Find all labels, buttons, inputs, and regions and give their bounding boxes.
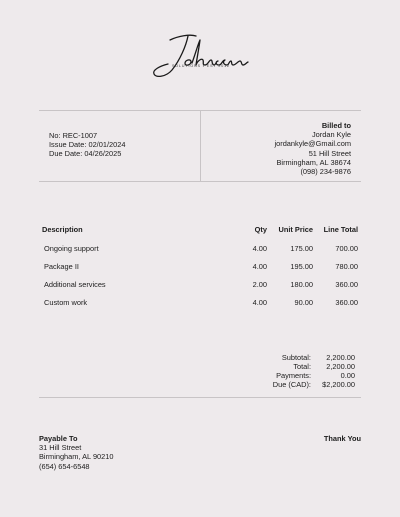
billed-to-street: 51 Hill Street <box>308 148 351 158</box>
invoice-number-row <box>49 131 125 140</box>
row-qty: 4.00 <box>252 243 267 253</box>
row-line-total: 360.00 <box>335 297 358 307</box>
johnson-logo <box>150 30 250 82</box>
issue-date: 02/01/2024 <box>88 140 126 150</box>
header-description: Description <box>42 224 83 234</box>
header-qty: Qty <box>254 224 267 234</box>
due-label: Due (CAD): <box>272 380 311 389</box>
subtotal-value: 2,200.00 <box>326 353 355 362</box>
payments-label: Payments: <box>276 371 311 380</box>
total-label: Total: <box>293 362 311 371</box>
row-unit-price: 175.00 <box>290 243 313 253</box>
table-row <box>39 275 361 293</box>
total-value: 2,200.00 <box>326 362 355 371</box>
subtotal-label: Subtotal: <box>281 353 311 362</box>
due-date-label: Due Date: <box>49 149 83 159</box>
payable-to-street: 31 Hill Street <box>39 443 82 453</box>
payable-to-city: Birmingham, AL 90210 <box>39 452 114 462</box>
due-date-row <box>49 149 125 158</box>
table-row <box>39 293 361 311</box>
logo-tagline: SOLUTIONS • EST 2012 <box>172 64 230 68</box>
table-header <box>39 223 361 235</box>
header-line-total: Line Total <box>323 224 358 234</box>
invoice-meta <box>49 131 125 159</box>
totals-labels <box>273 353 311 389</box>
row-unit-price: 195.00 <box>290 261 313 271</box>
due-date: 04/26/2025 <box>84 149 122 159</box>
line-items-table <box>39 223 361 311</box>
issue-date-row <box>49 140 125 149</box>
table-row <box>39 239 361 257</box>
row-unit-price: 90.00 <box>294 297 313 307</box>
billed-to-city: Birmingham, AL 38674 <box>276 157 351 167</box>
payable-to-block <box>39 434 114 471</box>
row-qty: 4.00 <box>252 297 267 307</box>
thank-you-text: Thank You <box>323 434 361 443</box>
payments-value: 0.00 <box>340 371 355 380</box>
table-row <box>39 257 361 275</box>
billed-to-block <box>274 121 351 176</box>
billed-to-title: Billed to <box>321 121 351 130</box>
payable-to-title: Payable To <box>39 434 78 443</box>
row-unit-price: 180.00 <box>290 279 313 289</box>
invoice-number-label: No: <box>49 131 61 140</box>
due-value: $2,200.00 <box>322 380 355 389</box>
totals-divider <box>39 397 361 398</box>
header-bottom-divider <box>39 181 361 182</box>
billed-to-name: Jordan Kyle <box>311 130 351 140</box>
row-qty: 4.00 <box>252 261 267 271</box>
totals-block <box>273 353 355 389</box>
row-qty: 2.00 <box>252 279 267 289</box>
invoice-number: REC-1007 <box>62 131 98 140</box>
row-description: Package II <box>44 261 79 271</box>
totals-values <box>317 353 355 389</box>
table-body <box>39 239 361 311</box>
row-description: Ongoing support <box>44 243 99 253</box>
row-description: Custom work <box>44 297 88 307</box>
payable-to-phone: (654) 654-6548 <box>39 461 90 471</box>
row-line-total: 780.00 <box>335 261 358 271</box>
issue-date-label: Issue Date: <box>49 140 87 150</box>
row-description: Additional services <box>44 279 106 289</box>
signature-logo-icon <box>150 30 250 82</box>
header-vertical-divider <box>200 110 201 181</box>
row-line-total: 360.00 <box>335 279 358 289</box>
billed-to-phone: (098) 234-9876 <box>300 167 351 177</box>
billed-to-email: jordankyle@Gmail.com <box>274 139 351 149</box>
row-line-total: 700.00 <box>335 243 358 253</box>
header-unit-price: Unit Price <box>278 224 313 234</box>
